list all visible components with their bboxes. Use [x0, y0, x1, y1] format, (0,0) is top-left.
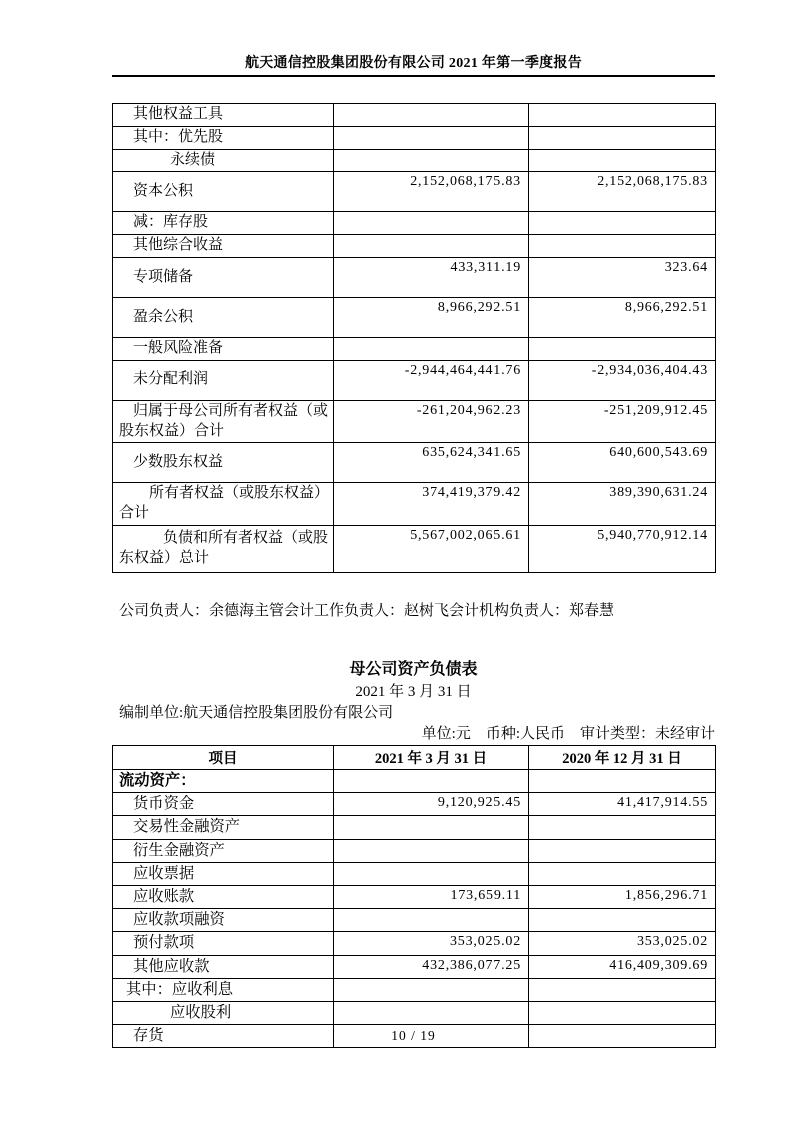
current-period-value: 635,624,341.65	[334, 443, 529, 483]
row-label: 盈余公积	[113, 297, 334, 337]
row-label: 资本公积	[113, 172, 334, 212]
table-row	[113, 839, 716, 862]
current-period-value	[334, 862, 529, 885]
section-label: 流动资产：	[113, 770, 334, 793]
row-label: 衍生金融资产	[113, 839, 334, 862]
row-label: 其中：优先股	[113, 126, 334, 149]
table-row	[113, 885, 716, 908]
prior-period-value	[529, 212, 716, 235]
row-label: 负债和所有者权益（或股东权益）总计	[113, 525, 334, 572]
table-row	[113, 793, 716, 816]
prior-period-value: -2,934,036,404.43	[529, 360, 716, 400]
row-label: 其他应收款	[113, 955, 334, 978]
row-label: 一般风险准备	[113, 337, 334, 360]
row-label: 少数股东权益	[113, 443, 334, 483]
prior-period-value	[529, 770, 716, 793]
prior-period-value: 8,966,292.51	[529, 297, 716, 337]
prior-period-value	[529, 235, 716, 258]
table-row	[113, 337, 716, 360]
prior-period-value: 323.64	[529, 257, 716, 297]
row-label: 永续债	[113, 149, 334, 172]
prior-period-value	[529, 1001, 716, 1024]
parent-balance-sheet-table	[112, 745, 716, 1048]
table-row	[113, 483, 716, 526]
prepared-by-line: 编制单位:航天通信控股集团股份有限公司	[119, 705, 394, 721]
current-period-value: 433,311.19	[334, 257, 529, 297]
prior-period-value	[529, 104, 716, 127]
column-header-item: 项目	[113, 746, 334, 770]
row-label: 应收股利	[113, 1001, 334, 1024]
prior-period-value	[529, 816, 716, 839]
prior-period-value: -251,209,912.45	[529, 400, 716, 443]
prior-period-value: 41,417,914.55	[529, 793, 716, 816]
prior-period-value: 640,600,543.69	[529, 443, 716, 483]
table-row	[113, 770, 716, 793]
current-period-value	[334, 149, 529, 172]
current-period-value: 432,386,077.25	[334, 955, 529, 978]
current-period-value	[334, 212, 529, 235]
table-row	[113, 1001, 716, 1024]
prior-period-value: 1,856,296.71	[529, 885, 716, 908]
table-row	[113, 126, 716, 149]
current-period-value: 9,120,925.45	[334, 793, 529, 816]
table-row	[113, 360, 716, 400]
prior-period-value	[529, 337, 716, 360]
table-row	[113, 525, 716, 572]
row-label: 其他综合收益	[113, 235, 334, 258]
table-row	[113, 955, 716, 978]
table-row	[113, 932, 716, 955]
prior-period-value: 389,390,631.24	[529, 483, 716, 526]
current-period-value	[334, 909, 529, 932]
table-row	[113, 909, 716, 932]
table-row	[113, 257, 716, 297]
current-period-value: 173,659.11	[334, 885, 529, 908]
row-label: 所有者权益（或股东权益）合计	[113, 483, 334, 526]
report-header-title: 航天通信控股集团股份有限公司 2021 年第一季度报告	[244, 56, 583, 71]
row-label: 归属于母公司所有者权益（或股东权益）合计	[113, 400, 334, 443]
row-label: 应收款项融资	[113, 909, 334, 932]
prior-period-value	[529, 149, 716, 172]
column-header-previous: 2020 年 12 月 31 日	[529, 746, 716, 770]
current-period-value: 5,567,002,065.61	[334, 525, 529, 572]
row-label: 其中：应收利息	[113, 978, 334, 1001]
prior-period-value	[529, 839, 716, 862]
current-period-value	[334, 337, 529, 360]
table-row	[113, 443, 716, 483]
row-label: 应收票据	[113, 862, 334, 885]
table-row	[113, 400, 716, 443]
current-period-value	[334, 839, 529, 862]
table-row	[113, 978, 716, 1001]
statement-date: 2021 年 3 月 31 日	[355, 684, 472, 700]
table-row	[113, 235, 716, 258]
signatories-line: 公司负责人：余德海主管会计工作负责人：赵树飞会计机构负责人：郑春慧	[119, 603, 615, 619]
row-label: 存货	[113, 1025, 334, 1048]
row-label: 交易性金融资产	[113, 816, 334, 839]
parent-balance-sheet-title: 母公司资产负债表	[349, 661, 478, 678]
equity-section-table	[112, 103, 716, 573]
row-label: 专项储备	[113, 257, 334, 297]
table-row	[113, 862, 716, 885]
row-label: 其他权益工具	[113, 104, 334, 127]
table-row	[113, 149, 716, 172]
prior-period-value: 416,409,309.69	[529, 955, 716, 978]
prior-period-value	[529, 909, 716, 932]
current-period-value: 374,419,379.42	[334, 483, 529, 526]
current-period-value: -261,204,962.23	[334, 400, 529, 443]
prior-period-value	[529, 862, 716, 885]
table-row	[113, 172, 716, 212]
current-period-value	[334, 1001, 529, 1024]
column-header-current: 2021 年 3 月 31 日	[334, 746, 529, 770]
current-period-value: 353,025.02	[334, 932, 529, 955]
current-period-value	[334, 235, 529, 258]
table-row	[113, 212, 716, 235]
table-row	[113, 104, 716, 127]
current-period-value	[334, 978, 529, 1001]
page-number: 10 / 19	[391, 1028, 436, 1043]
row-label: 货币资金	[113, 793, 334, 816]
row-label: 未分配利润	[113, 360, 334, 400]
row-label: 应收账款	[113, 885, 334, 908]
unit-currency-audit-line: 单位:元 币种:人民币 审计类型：未经审计	[421, 726, 715, 742]
header-rule	[112, 75, 715, 77]
current-period-value: 8,966,292.51	[334, 297, 529, 337]
prior-period-value	[529, 978, 716, 1001]
prior-period-value	[529, 126, 716, 149]
table-row	[113, 816, 716, 839]
table-row	[113, 297, 716, 337]
current-period-value	[334, 770, 529, 793]
prior-period-value: 2,152,068,175.83	[529, 172, 716, 212]
current-period-value: 2,152,068,175.83	[334, 172, 529, 212]
table-header-row	[113, 746, 716, 770]
row-label: 减：库存股	[113, 212, 334, 235]
current-period-value	[334, 104, 529, 127]
prior-period-value: 353,025.02	[529, 932, 716, 955]
current-period-value: -2,944,464,441.76	[334, 360, 529, 400]
current-period-value	[334, 126, 529, 149]
prior-period-value: 5,940,770,912.14	[529, 525, 716, 572]
row-label: 预付款项	[113, 932, 334, 955]
current-period-value	[334, 816, 529, 839]
